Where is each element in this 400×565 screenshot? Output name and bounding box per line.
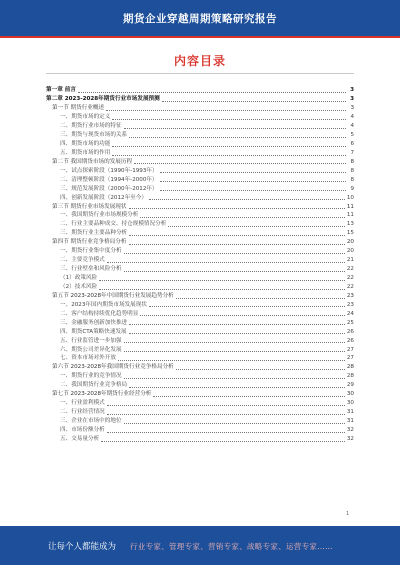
toc-entry-title: 第二章 2023-2028年期货行业市场发展预测	[46, 96, 160, 103]
toc-entry-title: 第三节 期货行业市场发展现状	[52, 203, 127, 210]
toc-entry-title: 第七节 2023-2028年期货行业经营分析	[52, 391, 152, 398]
toc-entry-title: 第一章 前言	[46, 87, 76, 94]
toc-entry-page: 22	[346, 275, 354, 282]
toc-dot-leader	[129, 387, 345, 388]
toc-entry-title: 四、期货CTA策略快速发展	[60, 328, 127, 335]
toc-entry-title: 四、创新发展阶段（2012年至今）	[60, 194, 147, 201]
toc-dot-leader	[124, 378, 345, 379]
toc-entry[interactable]	[46, 139, 354, 148]
toc-entry-page: 9	[350, 185, 354, 192]
toc-entry-page: 15	[346, 230, 354, 237]
toc-dot-leader	[176, 298, 345, 299]
toc-heading: 内容目录	[173, 54, 226, 68]
toc-entry-title: 一、行业盈利模式	[60, 400, 105, 407]
toc-dot-leader	[112, 119, 346, 120]
toc-entry[interactable]	[46, 165, 354, 174]
toc-dot-leader	[140, 217, 345, 218]
toc-entry-page: 11	[346, 212, 354, 219]
toc-entry[interactable]	[46, 344, 354, 353]
toc-entry[interactable]	[46, 398, 354, 407]
toc-entry[interactable]	[46, 210, 354, 219]
toc-entry-title: 四、期货市场的功能	[60, 140, 111, 147]
toc-entry-title: 二、主要竞争模式	[60, 257, 105, 264]
toc-entry-title: 三、行业壁垒和风险分析	[60, 266, 122, 273]
toc-entry[interactable]	[46, 85, 354, 94]
toc-dot-leader	[140, 315, 345, 316]
toc-dot-leader	[129, 324, 345, 325]
toc-entry-page: 11	[346, 203, 354, 210]
toc-entry[interactable]	[46, 317, 354, 326]
toc-entry[interactable]	[46, 300, 354, 309]
toc-dot-leader	[124, 271, 345, 272]
toc-entry-title: 二、期货行业市场的特征	[60, 123, 122, 130]
toc-entry-title: 二、客户结构持续优化趋势明显	[60, 310, 139, 317]
toc-entry-title: 一、我国期货行业市场规模分析	[60, 212, 139, 219]
toc-entry[interactable]	[46, 353, 354, 362]
toc-entry-page: 3	[350, 96, 354, 103]
toc-dot-leader	[129, 208, 345, 209]
toc-entry-page: 32	[346, 426, 354, 433]
toc-dot-leader	[153, 396, 344, 397]
toc-entry-page: 27	[346, 346, 354, 353]
toc-entry-page: 4	[350, 123, 354, 130]
toc-entry-title: 一、期货行业的竞争情况	[60, 373, 122, 380]
toc-entry-title: 一、期货市场的定义	[60, 114, 111, 121]
toc-dot-leader	[168, 226, 345, 227]
footer-slogan: 让每个人都能成为	[48, 542, 117, 552]
page-number: 1	[346, 511, 350, 517]
toc-entry-page: 8	[350, 167, 354, 174]
toc-dot-leader	[129, 244, 345, 245]
toc-entry-page: 3	[350, 105, 354, 112]
toc-entry[interactable]	[46, 174, 354, 183]
toc-entry[interactable]	[46, 94, 354, 103]
toc-dot-leader	[112, 146, 346, 147]
toc-entry-title: 三、期货与现货市场的关系	[60, 132, 128, 139]
toc-entry[interactable]	[46, 273, 354, 282]
toc-entry-title: 三、期货行业主要品种分析	[60, 230, 128, 237]
toc-entry-title: 二、行业主要品种成交、持仓规模情况分析	[60, 221, 167, 228]
toc-entry-page: 7	[350, 149, 354, 156]
toc-entry[interactable]	[46, 380, 354, 389]
toc-entry-title: 五、交易量分析	[60, 435, 100, 442]
toc-entry[interactable]	[46, 130, 354, 139]
toc-entry[interactable]	[46, 228, 354, 237]
toc-dot-leader	[129, 137, 346, 138]
toc-entry[interactable]	[46, 291, 354, 300]
toc-entry-page: 21	[346, 257, 354, 264]
report-header-bar	[0, 0, 400, 36]
toc-entry-title: 五、期货市场的作用	[60, 149, 111, 156]
toc-dot-leader	[78, 92, 346, 93]
toc-entry[interactable]	[46, 121, 354, 130]
toc-entry[interactable]	[46, 362, 354, 371]
toc-entry[interactable]	[46, 103, 354, 112]
toc-entry-page: 32	[346, 435, 354, 442]
footer-tagline: 行业专家、管理专家、营销专家、战略专家、运营专家……	[130, 542, 333, 551]
toc-entry-page: 28	[346, 364, 354, 371]
toc-dot-leader	[124, 351, 345, 352]
toc-dot-leader	[107, 414, 345, 415]
toc-entry-title: 第一节 期货行业概述	[52, 105, 105, 112]
toc-entry[interactable]	[46, 246, 354, 255]
toc-entry[interactable]	[46, 112, 354, 121]
toc-dot-leader	[124, 423, 345, 424]
toc-dot-leader	[160, 181, 346, 182]
toc-entry[interactable]	[46, 434, 354, 443]
toc-entry-title: 第五节 2023-2028年中国期货行业发展趋势分析	[52, 292, 174, 299]
toc-dot-leader	[160, 172, 346, 173]
toc-entry-title: 二、清理整顿阶段（1994年-2000年）	[60, 176, 158, 183]
toc-entry-title: （1）政策风险	[60, 275, 98, 282]
toc-dot-leader	[129, 235, 345, 236]
toc-entry[interactable]	[46, 255, 354, 264]
toc-entry-page: 31	[346, 409, 354, 416]
toc-dot-leader	[124, 128, 346, 129]
toc-entry[interactable]	[46, 308, 354, 317]
toc-entry[interactable]	[46, 148, 354, 157]
toc-entry-page: 24	[346, 310, 354, 317]
toc-entry-title: 五、行业监管进一步加强	[60, 337, 122, 344]
toc-dot-leader	[112, 155, 346, 156]
toc-dot-leader	[129, 333, 345, 334]
toc-entry-page: 23	[346, 301, 354, 308]
toc-entry-page: 26	[346, 337, 354, 344]
toc-entry[interactable]	[46, 264, 354, 273]
toc-entry[interactable]	[46, 237, 354, 246]
toc-dot-leader	[99, 289, 345, 290]
toc-dot-leader	[107, 432, 345, 433]
toc-dot-leader	[107, 405, 345, 406]
toc-entry[interactable]	[46, 183, 354, 192]
toc-entry[interactable]	[46, 416, 354, 425]
toc-entry-title: 二、行业经营情况	[60, 409, 105, 416]
toc-dot-leader	[106, 110, 346, 111]
toc-entry[interactable]	[46, 201, 354, 210]
header-accent-stripe	[0, 36, 400, 38]
toc-entry-title: 六、期货公司差异化发展	[60, 346, 122, 353]
toc-entry-page: 8	[350, 158, 354, 165]
toc-entry-title: 一、试点探索阶段（1990年-1993年）	[60, 167, 158, 174]
toc-entry[interactable]	[46, 157, 354, 166]
toc-dot-leader	[149, 306, 345, 307]
toc-entry-title: 一、2023年国内期货市场发展现状	[60, 301, 147, 308]
toc-entry-page: 13	[346, 221, 354, 228]
toc-entry-page: 30	[346, 400, 354, 407]
toc-entry-page: 30	[346, 391, 354, 398]
table-of-contents	[46, 85, 354, 443]
toc-entry-page: 10	[346, 194, 354, 201]
toc-entry-title: 七、资本市场对外开放	[60, 355, 116, 362]
toc-entry-page: 5	[350, 132, 354, 139]
toc-entry-title: （2）技术风险	[60, 283, 98, 290]
toc-entry[interactable]	[46, 371, 354, 380]
toc-entry-page: 25	[346, 319, 354, 326]
toc-entry-title: 第二节 我国期货市场的发展历程	[52, 158, 133, 165]
toc-entry-title: 第六节 2023-2028年我国期货行业竞争格局分析	[52, 364, 174, 371]
toc-entry-page: 6	[350, 140, 354, 147]
toc-entry-page: 20	[346, 239, 354, 246]
toc-entry[interactable]	[46, 192, 354, 201]
toc-entry-title: 三、金融服务创新加快推进	[60, 319, 128, 326]
toc-entry-page: 4	[350, 114, 354, 121]
toc-dot-leader	[101, 441, 345, 442]
toc-entry-page: 31	[346, 418, 354, 425]
toc-dot-leader	[124, 342, 345, 343]
toc-entry[interactable]	[46, 389, 354, 398]
toc-entry-page: 8	[350, 176, 354, 183]
toc-entry-page: 20	[346, 248, 354, 255]
toc-dot-leader	[118, 360, 345, 361]
toc-entry-title: 三、企业在市场中的地位	[60, 418, 122, 425]
footer-bar	[0, 526, 400, 565]
toc-entry[interactable]	[46, 219, 354, 228]
toc-entry-page: 29	[346, 382, 354, 389]
toc-dot-leader	[134, 163, 346, 164]
report-title: 期货企业穿越周期策略研究报告	[123, 12, 277, 25]
toc-entry-page: 3	[350, 87, 354, 94]
toc-entry-page: 22	[346, 283, 354, 290]
toc-entry[interactable]	[46, 425, 354, 434]
toc-entry-title: 二、我国期货行业竞争格局	[60, 382, 128, 389]
toc-dot-leader	[107, 262, 345, 263]
toc-entry-page: 26	[346, 328, 354, 335]
toc-entry-title: 四、市场份额分析	[60, 426, 105, 433]
toc-dot-leader	[99, 280, 345, 281]
toc-dot-leader	[176, 369, 345, 370]
toc-entry[interactable]	[46, 335, 354, 344]
toc-entry-page: 23	[346, 292, 354, 299]
toc-entry[interactable]	[46, 407, 354, 416]
toc-entry-title: 一、期货行业集中度分析	[60, 248, 122, 255]
toc-entry[interactable]	[46, 282, 354, 291]
toc-entry-page: 27	[346, 355, 354, 362]
title-divider	[46, 73, 354, 74]
toc-entry[interactable]	[46, 326, 354, 335]
toc-dot-leader	[160, 190, 346, 191]
toc-dot-leader	[149, 199, 345, 200]
toc-entry-title: 三、规范发展阶段（2000年-2012年）	[60, 185, 158, 192]
toc-dot-leader	[124, 253, 345, 254]
toc-dot-leader	[162, 101, 346, 102]
toc-entry-page: 28	[346, 373, 354, 380]
toc-entry-title: 第四节 期货行业竞争格局分析	[52, 239, 127, 246]
toc-entry-page: 22	[346, 266, 354, 273]
